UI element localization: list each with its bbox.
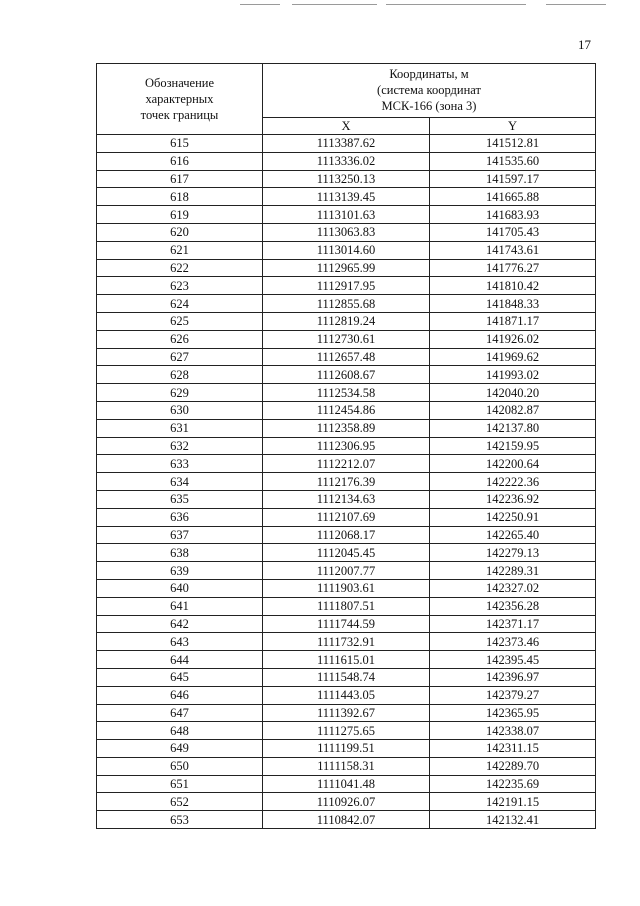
table-row (97, 615, 596, 633)
point-cell: 620 (97, 223, 263, 241)
x-cell: 1111199.51 (263, 740, 430, 758)
point-cell: 626 (97, 330, 263, 348)
table-row (97, 668, 596, 686)
table-row (97, 740, 596, 758)
point-cell: 627 (97, 348, 263, 366)
x-cell: 1112917.95 (263, 277, 430, 295)
table-row (97, 455, 596, 473)
table-row (97, 206, 596, 224)
x-cell: 1112212.07 (263, 455, 430, 473)
table-row (97, 241, 596, 259)
top-rule-right (386, 4, 526, 5)
header-y: Y (430, 117, 596, 134)
point-cell: 618 (97, 188, 263, 206)
x-cell: 1112608.67 (263, 366, 430, 384)
table-row (97, 366, 596, 384)
x-cell: 1111443.05 (263, 686, 430, 704)
y-cell: 142289.70 (430, 757, 596, 775)
point-cell: 640 (97, 579, 263, 597)
table-row (97, 259, 596, 277)
x-cell: 1112855.68 (263, 295, 430, 313)
y-cell: 142137.80 (430, 419, 596, 437)
table-row (97, 437, 596, 455)
header-point-line-3: точек границы (140, 108, 219, 122)
table-row (97, 152, 596, 170)
header-coords-line-1: Координаты, м (389, 67, 469, 82)
table-row (97, 277, 596, 295)
y-cell: 141969.62 (430, 348, 596, 366)
table-row (97, 722, 596, 740)
table-row (97, 757, 596, 775)
table-row (97, 526, 596, 544)
point-cell: 633 (97, 455, 263, 473)
point-cell: 628 (97, 366, 263, 384)
header-coordinates (263, 64, 596, 118)
x-cell: 1111041.48 (263, 775, 430, 793)
point-cell: 632 (97, 437, 263, 455)
table-row (97, 775, 596, 793)
y-cell: 141776.27 (430, 259, 596, 277)
table-row (97, 508, 596, 526)
page-number: 17 (578, 37, 591, 52)
table-row (97, 419, 596, 437)
table-row (97, 597, 596, 615)
point-cell: 615 (97, 135, 263, 153)
y-cell: 141597.17 (430, 170, 596, 188)
y-cell: 142365.95 (430, 704, 596, 722)
point-cell: 622 (97, 259, 263, 277)
y-cell: 142396.97 (430, 668, 596, 686)
table-row (97, 312, 596, 330)
x-cell: 1112007.77 (263, 562, 430, 580)
x-cell: 1112819.24 (263, 312, 430, 330)
y-cell: 141848.33 (430, 295, 596, 313)
x-cell: 1113063.83 (263, 223, 430, 241)
point-cell: 616 (97, 152, 263, 170)
y-cell: 142250.91 (430, 508, 596, 526)
x-cell: 1113336.02 (263, 152, 430, 170)
coordinates-table (96, 63, 596, 829)
y-cell: 142191.15 (430, 793, 596, 811)
point-cell: 630 (97, 401, 263, 419)
point-cell: 641 (97, 597, 263, 615)
x-cell: 1111807.51 (263, 597, 430, 615)
point-cell: 619 (97, 206, 263, 224)
y-cell: 141705.43 (430, 223, 596, 241)
x-cell: 1112068.17 (263, 526, 430, 544)
x-cell: 1112306.95 (263, 437, 430, 455)
y-cell: 142338.07 (430, 722, 596, 740)
x-cell: 1112965.99 (263, 259, 430, 277)
header-coords-line-2: (система координат (377, 83, 481, 98)
x-cell: 1111275.65 (263, 722, 430, 740)
x-cell: 1112176.39 (263, 473, 430, 491)
y-cell: 142236.92 (430, 490, 596, 508)
y-cell: 141993.02 (430, 366, 596, 384)
point-cell: 636 (97, 508, 263, 526)
point-cell: 650 (97, 757, 263, 775)
y-cell: 142279.13 (430, 544, 596, 562)
y-cell: 142132.41 (430, 811, 596, 829)
point-cell: 629 (97, 384, 263, 402)
point-cell: 648 (97, 722, 263, 740)
table-row (97, 135, 596, 153)
point-cell: 646 (97, 686, 263, 704)
table-row (97, 348, 596, 366)
y-cell: 142040.20 (430, 384, 596, 402)
y-cell: 142289.31 (430, 562, 596, 580)
table-row (97, 223, 596, 241)
x-cell: 1112657.48 (263, 348, 430, 366)
x-cell: 1113101.63 (263, 206, 430, 224)
y-cell: 141926.02 (430, 330, 596, 348)
point-cell: 638 (97, 544, 263, 562)
y-cell: 142235.69 (430, 775, 596, 793)
x-cell: 1111548.74 (263, 668, 430, 686)
y-cell: 141512.81 (430, 135, 596, 153)
x-cell: 1111732.91 (263, 633, 430, 651)
table-row (97, 686, 596, 704)
table-row (97, 295, 596, 313)
point-cell: 645 (97, 668, 263, 686)
header-point-designation (97, 64, 263, 135)
header-x: X (263, 117, 430, 134)
top-rule-middle (292, 4, 377, 5)
x-cell: 1110842.07 (263, 811, 430, 829)
table-row (97, 579, 596, 597)
table-row (97, 401, 596, 419)
y-cell: 141665.88 (430, 188, 596, 206)
y-cell: 141535.60 (430, 152, 596, 170)
table-row (97, 651, 596, 669)
point-cell: 625 (97, 312, 263, 330)
point-cell: 643 (97, 633, 263, 651)
x-cell: 1111158.31 (263, 757, 430, 775)
header-coords-line-3: МСК-166 (зона 3) (381, 99, 477, 114)
header-point-line-1: Обозначение (144, 76, 215, 90)
table-row (97, 490, 596, 508)
point-cell: 647 (97, 704, 263, 722)
point-cell: 652 (97, 793, 263, 811)
y-cell: 142200.64 (430, 455, 596, 473)
point-cell: 635 (97, 490, 263, 508)
x-cell: 1113139.45 (263, 188, 430, 206)
y-cell: 142159.95 (430, 437, 596, 455)
point-cell: 631 (97, 419, 263, 437)
y-cell: 141871.17 (430, 312, 596, 330)
point-cell: 624 (97, 295, 263, 313)
x-cell: 1111615.01 (263, 651, 430, 669)
y-cell: 141743.61 (430, 241, 596, 259)
y-cell: 141683.93 (430, 206, 596, 224)
x-cell: 1112454.86 (263, 401, 430, 419)
point-cell: 639 (97, 562, 263, 580)
x-cell: 1113387.62 (263, 135, 430, 153)
table-row (97, 473, 596, 491)
y-cell: 142327.02 (430, 579, 596, 597)
y-cell: 142265.40 (430, 526, 596, 544)
top-rule-end (546, 4, 606, 5)
table-row (97, 562, 596, 580)
x-cell: 1112534.58 (263, 384, 430, 402)
x-cell: 1111392.67 (263, 704, 430, 722)
y-cell: 142373.46 (430, 633, 596, 651)
point-cell: 644 (97, 651, 263, 669)
top-rule-left (240, 4, 280, 5)
point-cell: 634 (97, 473, 263, 491)
x-cell: 1112045.45 (263, 544, 430, 562)
y-cell: 142371.17 (430, 615, 596, 633)
x-cell: 1111744.59 (263, 615, 430, 633)
header-point-line-2: характерных (145, 92, 214, 106)
y-cell: 142082.87 (430, 401, 596, 419)
x-cell: 1113014.60 (263, 241, 430, 259)
table-body (97, 135, 596, 829)
point-cell: 621 (97, 241, 263, 259)
point-cell: 637 (97, 526, 263, 544)
y-cell: 142395.45 (430, 651, 596, 669)
x-cell: 1112134.63 (263, 490, 430, 508)
point-cell: 651 (97, 775, 263, 793)
x-cell: 1113250.13 (263, 170, 430, 188)
table-row (97, 170, 596, 188)
table-row (97, 704, 596, 722)
table-row (97, 633, 596, 651)
y-cell: 142311.15 (430, 740, 596, 758)
point-cell: 649 (97, 740, 263, 758)
y-cell: 142356.28 (430, 597, 596, 615)
table-row (97, 188, 596, 206)
table-row (97, 330, 596, 348)
y-cell: 141810.42 (430, 277, 596, 295)
table-row (97, 544, 596, 562)
x-cell: 1112107.69 (263, 508, 430, 526)
y-cell: 142379.27 (430, 686, 596, 704)
x-cell: 1112358.89 (263, 419, 430, 437)
point-cell: 623 (97, 277, 263, 295)
y-cell: 142222.36 (430, 473, 596, 491)
point-cell: 642 (97, 615, 263, 633)
table-row (97, 811, 596, 829)
point-cell: 617 (97, 170, 263, 188)
x-cell: 1111903.61 (263, 579, 430, 597)
table-row (97, 793, 596, 811)
x-cell: 1110926.07 (263, 793, 430, 811)
x-cell: 1112730.61 (263, 330, 430, 348)
table-row (97, 384, 596, 402)
point-cell: 653 (97, 811, 263, 829)
